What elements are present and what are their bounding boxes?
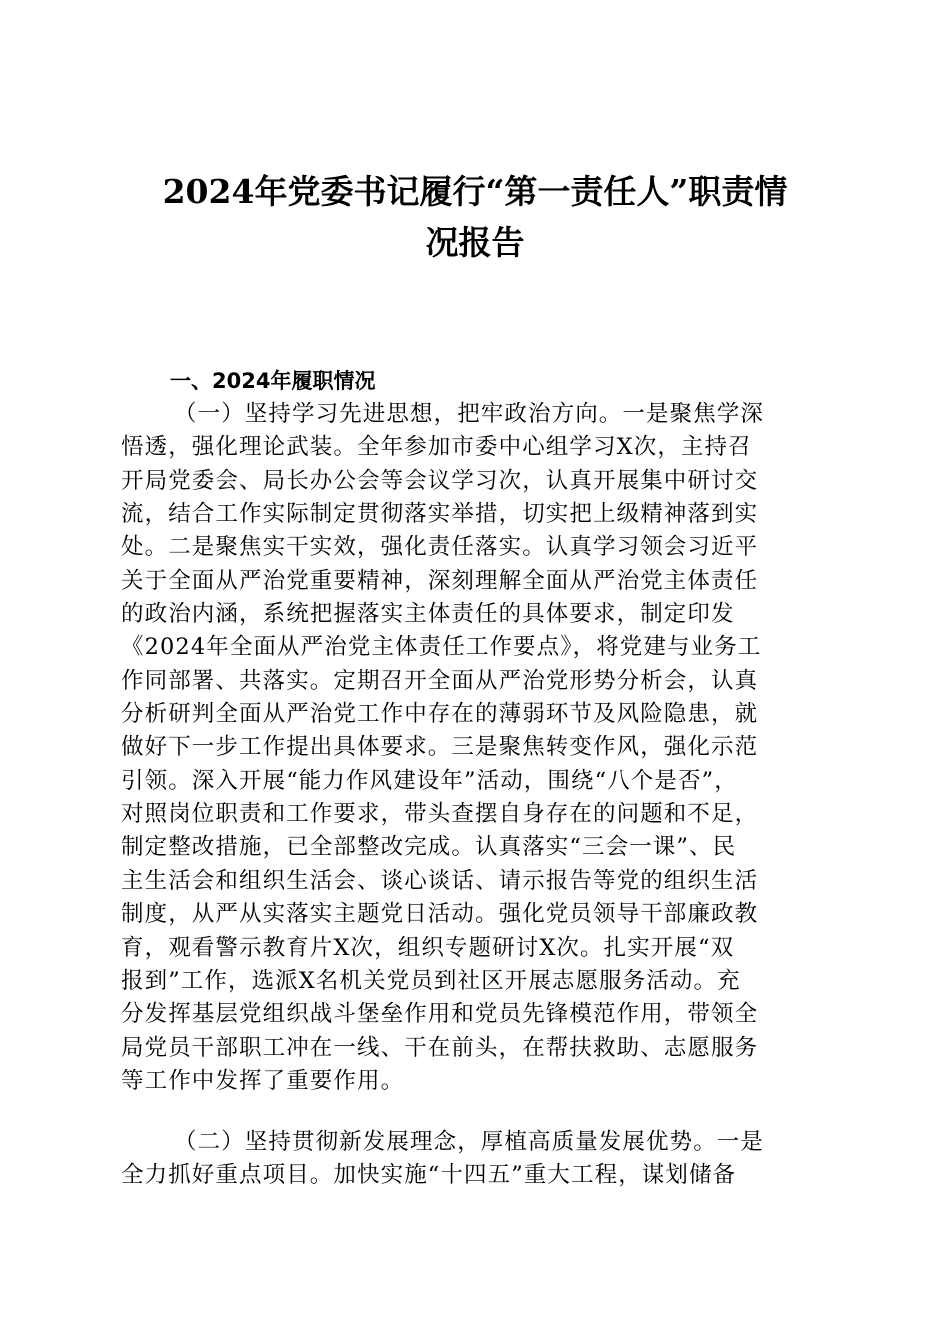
document-title	[120, 166, 830, 268]
paragraph-line: 的政治内涵，系统把握落实主体责任的具体要求，制定印发	[121, 601, 735, 628]
paragraph-line: 分析研判全面从严治党工作中存在的薄弱环节及风险隐患，就	[121, 701, 759, 728]
paragraph-line: 分发挥基层党组织战斗堡垒作用和党员先锋模范作用，带领全	[121, 1001, 759, 1028]
title-line-2: 况报告	[425, 223, 525, 262]
paragraph-line: 制定整改措施，已全部整改完成。认真落实“三会一课”、民	[121, 834, 737, 861]
paragraph-line: 制度，从严从实落实主题党日活动。强化党员领导干部廉政教	[121, 901, 759, 928]
section-heading: 一、2024年履职情况	[170, 369, 376, 393]
paragraph-line: （二）坚持贯彻新发展理念，厚植高质量发展优势。一是	[174, 1129, 765, 1155]
paragraph-line: 报到”工作，选派X名机关党员到社区开展志愿服务活动。充	[121, 967, 741, 994]
paragraph-line: 全力抓好重点项目。加快实施“十四五”重大工程，谋划储备	[121, 1162, 737, 1189]
paragraph-line: 引领。深入开展“能力作风建设年”活动，围绕“八个是否”，	[121, 767, 738, 794]
paragraph-line: 等工作中发挥了重要作用。	[121, 1067, 405, 1094]
paragraph-line: 《2024年全面从严治党主体责任工作要点》，将党建与业务工	[121, 634, 762, 661]
paragraph-line: 主生活会和组织生活会、谈心谈话、请示报告等党的组织生活	[121, 867, 759, 894]
paragraph-line: 处。二是聚焦实干实效，强化责任落实。认真学习领会习近平	[121, 534, 759, 561]
paragraph-line: （一）坚持学习先进思想，把牢政治方向。一是聚焦学深	[174, 401, 765, 427]
paragraph-1	[121, 398, 830, 1098]
paragraph-line: 悟透，强化理论武装。全年参加市委中心组学习X次，主持召	[121, 434, 752, 461]
paragraph-line: 对照岗位职责和工作要求，带头查摆自身存在的问题和不足，	[121, 801, 759, 828]
title-line-1: 2024年党委书记履行“第一责任人”职责情	[162, 172, 788, 211]
paragraph-line: 局党员干部职工冲在一线、干在前头，在帮扶救助、志愿服务	[121, 1034, 759, 1061]
paragraph-line: 开局党委会、局长办公会等会议学习次，认真开展集中研讨交	[121, 467, 759, 494]
paragraph-line: 育，观看警示教育片X次，组织专题研讨X次。扎实开展“双	[121, 934, 735, 961]
paragraph-line: 做好下一步工作提出具体要求。三是聚焦转变作风，强化示范	[121, 734, 759, 761]
paragraph-line: 作同部署、共落实。定期召开全面从严治党形势分析会，认真	[121, 667, 759, 694]
paragraph-line: 流，结合工作实际制定贯彻落实举措，切实把上级精神落到实	[121, 501, 759, 528]
paragraph-2	[121, 1126, 830, 1193]
paragraph-line: 关于全面从严治党重要精神，深刻理解全面从严治党主体责任	[121, 567, 759, 594]
